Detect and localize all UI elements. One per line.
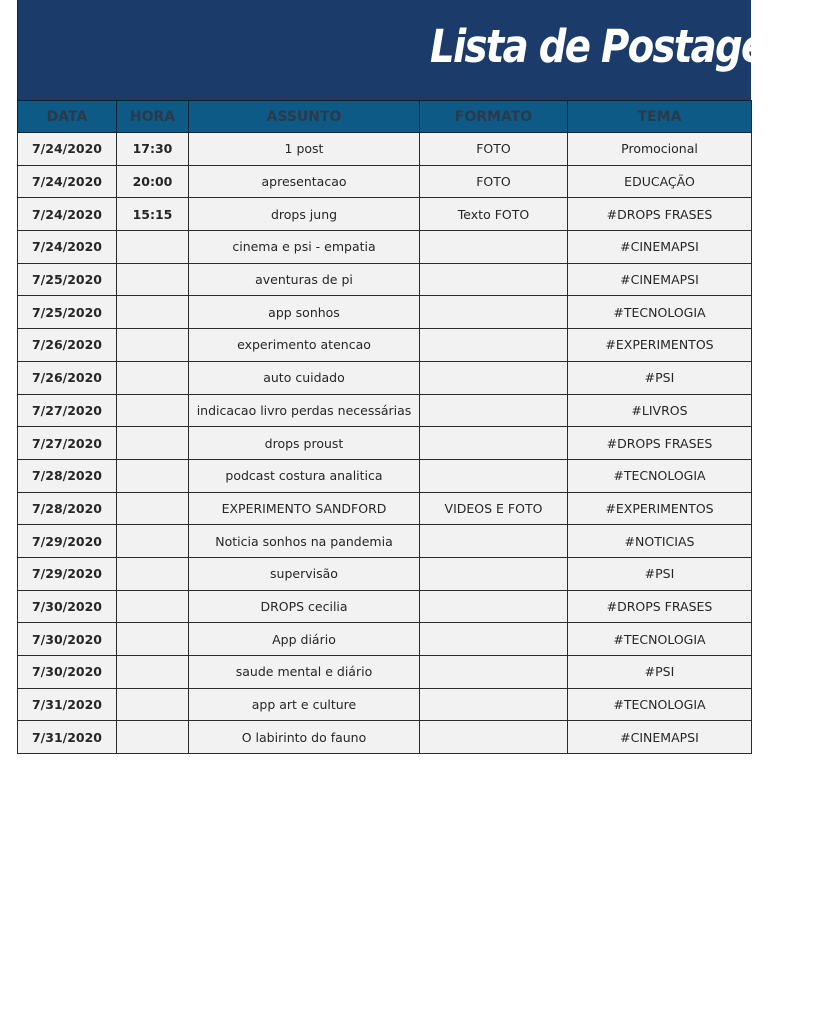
cell-hora[interactable] — [117, 427, 189, 460]
cell-data[interactable]: 7/25/2020 — [18, 296, 117, 329]
cell-formato[interactable] — [420, 590, 568, 623]
cell-hora[interactable]: 17:30 — [117, 133, 189, 166]
cell-hora[interactable] — [117, 656, 189, 689]
cell-data[interactable]: 7/25/2020 — [18, 263, 117, 296]
cell-tema[interactable]: #TECNOLOGIA — [568, 296, 752, 329]
spreadsheet-page — [17, 0, 813, 757]
cell-assunto[interactable]: 1 post — [189, 133, 420, 166]
table-row — [18, 361, 752, 394]
cell-data[interactable]: 7/30/2020 — [18, 623, 117, 656]
cell-formato[interactable] — [420, 525, 568, 558]
cell-data[interactable]: 7/28/2020 — [18, 492, 117, 525]
cell-tema[interactable]: #PSI — [568, 557, 752, 590]
cell-assunto[interactable]: apresentacao — [189, 165, 420, 198]
table-row — [18, 329, 752, 362]
cell-tema[interactable]: #TECNOLOGIA — [568, 688, 752, 721]
column-header-data[interactable]: DATA — [18, 101, 117, 133]
cell-hora[interactable]: 20:00 — [117, 165, 189, 198]
cell-assunto[interactable]: experimento atencao — [189, 329, 420, 362]
posts-table — [17, 100, 752, 754]
cell-data[interactable]: 7/28/2020 — [18, 459, 117, 492]
table-row — [18, 721, 752, 754]
cell-hora[interactable] — [117, 688, 189, 721]
cell-tema[interactable]: #TECNOLOGIA — [568, 623, 752, 656]
cell-hora[interactable]: 15:15 — [117, 198, 189, 231]
table-row — [18, 590, 752, 623]
cell-formato[interactable]: Texto FOTO — [420, 198, 568, 231]
column-header-assunto[interactable]: ASSUNTO — [189, 101, 420, 133]
cell-tema[interactable]: #DROPS FRASES — [568, 427, 752, 460]
cell-formato[interactable] — [420, 557, 568, 590]
cell-formato[interactable]: FOTO — [420, 133, 568, 166]
cell-data[interactable]: 7/31/2020 — [18, 721, 117, 754]
table-row — [18, 133, 752, 166]
cell-assunto[interactable]: drops proust — [189, 427, 420, 460]
cell-assunto[interactable]: indicacao livro perdas necessárias — [189, 394, 420, 427]
cell-data[interactable]: 7/24/2020 — [18, 165, 117, 198]
table-row — [18, 165, 752, 198]
cell-hora[interactable] — [117, 557, 189, 590]
cell-tema[interactable]: #CINEMAPSI — [568, 263, 752, 296]
cell-data[interactable]: 7/26/2020 — [18, 329, 117, 362]
cell-assunto[interactable]: app sonhos — [189, 296, 420, 329]
cell-assunto[interactable]: EXPERIMENTO SANDFORD — [189, 492, 420, 525]
cell-data[interactable]: 7/29/2020 — [18, 557, 117, 590]
cell-tema[interactable]: #CINEMAPSI — [568, 231, 752, 264]
cell-hora[interactable] — [117, 623, 189, 656]
table-row — [18, 623, 752, 656]
cell-hora[interactable] — [117, 231, 189, 264]
cell-hora[interactable] — [117, 394, 189, 427]
cell-assunto[interactable]: cinema e psi - empatia — [189, 231, 420, 264]
cell-tema[interactable]: #EXPERIMENTOS — [568, 329, 752, 362]
cell-hora[interactable] — [117, 721, 189, 754]
cell-tema[interactable]: Promocional — [568, 133, 752, 166]
cell-data[interactable]: 7/27/2020 — [18, 427, 117, 460]
table-row — [18, 525, 752, 558]
cell-tema[interactable]: #TECNOLOGIA — [568, 459, 752, 492]
cell-assunto[interactable]: DROPS cecilia — [189, 590, 420, 623]
cell-formato[interactable] — [420, 427, 568, 460]
cell-formato[interactable] — [420, 623, 568, 656]
table-row — [18, 231, 752, 264]
cell-formato[interactable]: FOTO — [420, 165, 568, 198]
column-header-tema[interactable]: TEMA — [568, 101, 752, 133]
cell-data[interactable]: 7/24/2020 — [18, 133, 117, 166]
table-row — [18, 296, 752, 329]
cell-tema[interactable]: #DROPS FRASES — [568, 198, 752, 231]
table-row — [18, 459, 752, 492]
cell-assunto[interactable]: auto cuidado — [189, 361, 420, 394]
header-row — [18, 101, 752, 133]
page-title: Lista de Postagens — [430, 20, 813, 73]
cell-assunto[interactable]: App diário — [189, 623, 420, 656]
cell-tema[interactable]: #PSI — [568, 656, 752, 689]
cell-tema[interactable]: EDUCAÇÃO — [568, 165, 752, 198]
cell-formato[interactable] — [420, 296, 568, 329]
cell-data[interactable]: 7/24/2020 — [18, 198, 117, 231]
cell-assunto[interactable]: supervisão — [189, 557, 420, 590]
cell-data[interactable]: 7/30/2020 — [18, 590, 117, 623]
table-row — [18, 492, 752, 525]
cell-tema[interactable]: #LIVROS — [568, 394, 752, 427]
cell-data[interactable]: 7/27/2020 — [18, 394, 117, 427]
cell-tema[interactable]: #NOTICIAS — [568, 525, 752, 558]
cell-formato[interactable] — [420, 688, 568, 721]
cell-assunto[interactable]: Noticia sonhos na pandemia — [189, 525, 420, 558]
cell-tema[interactable]: #CINEMAPSI — [568, 721, 752, 754]
cell-formato[interactable] — [420, 263, 568, 296]
cell-data[interactable]: 7/26/2020 — [18, 361, 117, 394]
cell-hora[interactable] — [117, 459, 189, 492]
cell-formato[interactable] — [420, 394, 568, 427]
table-row — [18, 656, 752, 689]
cell-assunto[interactable]: drops jung — [189, 198, 420, 231]
cell-tema[interactable]: #PSI — [568, 361, 752, 394]
cell-hora[interactable] — [117, 296, 189, 329]
table-row — [18, 198, 752, 231]
cell-formato[interactable] — [420, 459, 568, 492]
cell-hora[interactable] — [117, 263, 189, 296]
cell-formato[interactable] — [420, 329, 568, 362]
cell-hora[interactable] — [117, 590, 189, 623]
cell-formato[interactable] — [420, 721, 568, 754]
cell-formato[interactable]: VIDEOS E FOTO — [420, 492, 568, 525]
table-row — [18, 263, 752, 296]
column-header-hora[interactable]: HORA — [117, 101, 189, 133]
column-header-formato[interactable]: FORMATO — [420, 101, 568, 133]
cell-data[interactable]: 7/24/2020 — [18, 231, 117, 264]
table-row — [18, 394, 752, 427]
cell-assunto[interactable]: saude mental e diário — [189, 656, 420, 689]
table-row — [18, 557, 752, 590]
cell-assunto[interactable]: podcast costura analitica — [189, 459, 420, 492]
cell-tema[interactable]: #EXPERIMENTOS — [568, 492, 752, 525]
cell-assunto[interactable]: O labirinto do fauno — [189, 721, 420, 754]
title-banner — [17, 0, 813, 100]
cell-formato[interactable] — [420, 231, 568, 264]
cell-hora[interactable] — [117, 361, 189, 394]
cell-formato[interactable] — [420, 361, 568, 394]
cell-hora[interactable] — [117, 525, 189, 558]
cell-hora[interactable] — [117, 492, 189, 525]
cell-tema[interactable]: #DROPS FRASES — [568, 590, 752, 623]
cell-data[interactable]: 7/29/2020 — [18, 525, 117, 558]
cell-assunto[interactable]: aventuras de pi — [189, 263, 420, 296]
cell-assunto[interactable]: app art e culture — [189, 688, 420, 721]
cell-formato[interactable] — [420, 656, 568, 689]
table-row — [18, 688, 752, 721]
cell-hora[interactable] — [117, 329, 189, 362]
cell-data[interactable]: 7/31/2020 — [18, 688, 117, 721]
table-row — [18, 427, 752, 460]
cell-data[interactable]: 7/30/2020 — [18, 656, 117, 689]
